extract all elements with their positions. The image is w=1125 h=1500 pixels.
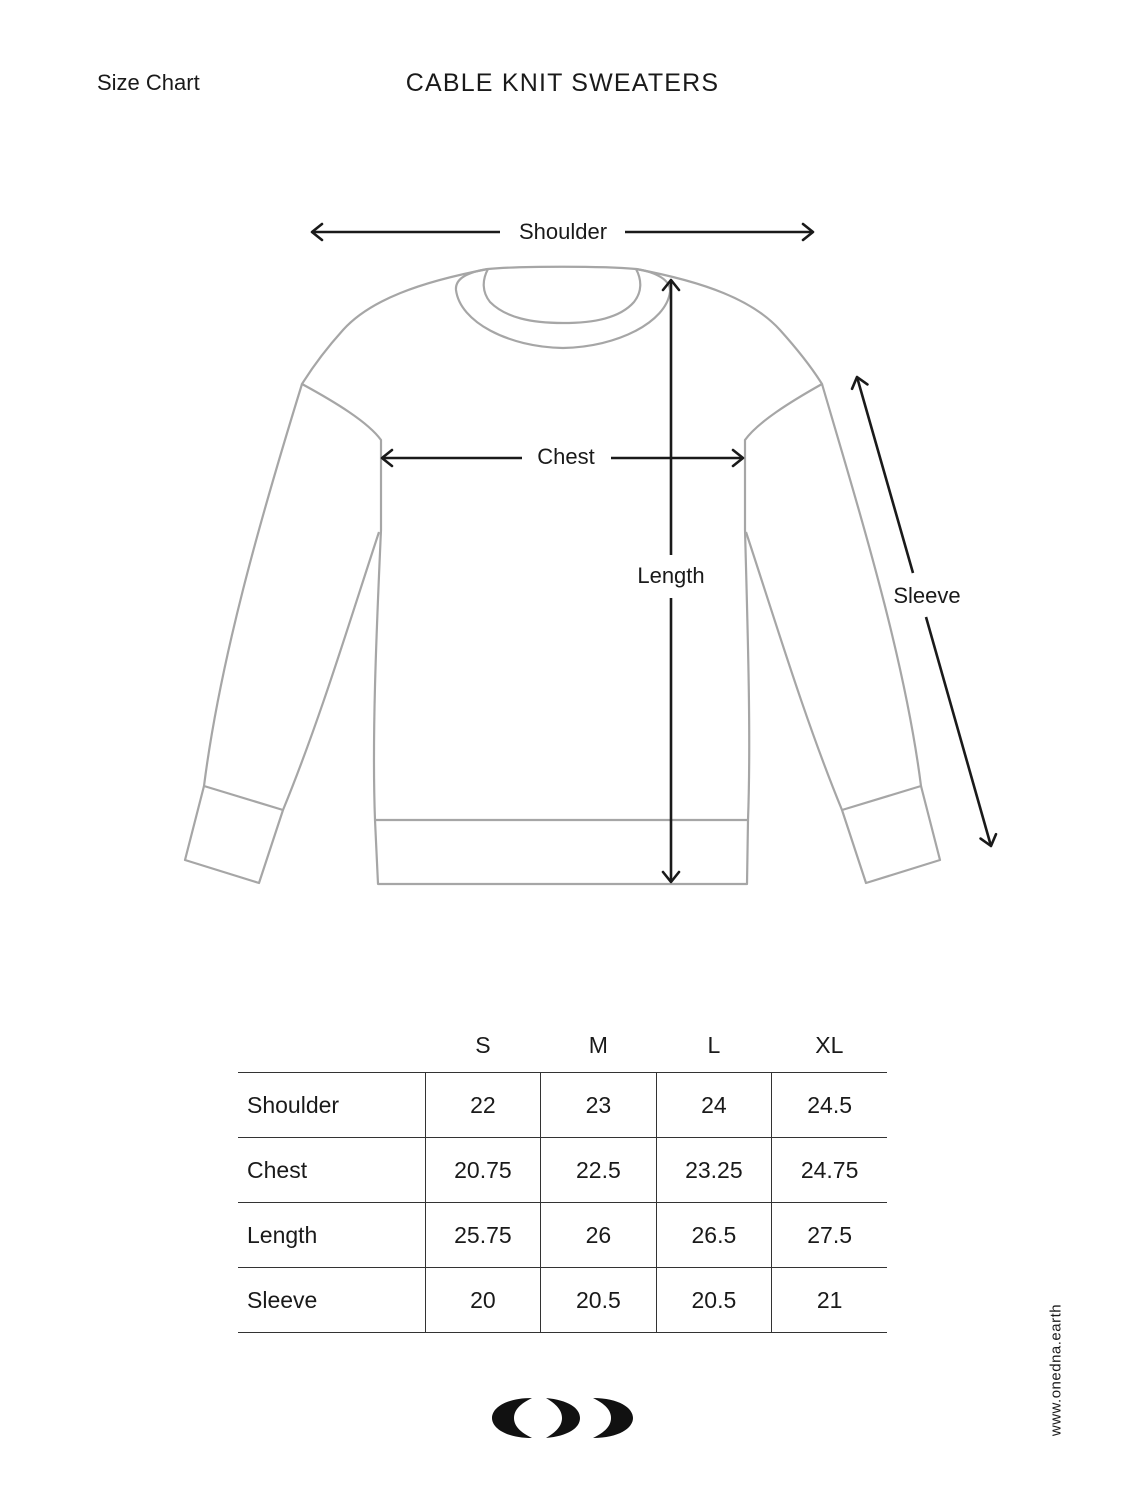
size-column-header: XL: [815, 1031, 844, 1058]
table-cell: 24: [656, 1073, 772, 1138]
size-chart-label: Size Chart: [97, 70, 200, 95]
table-cell: 20.75: [425, 1138, 541, 1203]
row-label: Chest: [238, 1138, 425, 1203]
table-cell: 20.5: [541, 1268, 656, 1333]
collar-inner: [484, 269, 641, 323]
table-cell: 22: [425, 1073, 541, 1138]
row-label: Sleeve: [238, 1268, 425, 1333]
table-cell: 24.5: [772, 1073, 887, 1138]
corner-cell: [238, 1018, 425, 1073]
table-cell: 20.5: [656, 1268, 772, 1333]
size-table: [238, 1018, 887, 1333]
table-cell: 23: [541, 1073, 656, 1138]
table-row: [238, 1073, 887, 1138]
table-cell: 22.5: [541, 1138, 656, 1203]
table-cell: 21: [772, 1268, 887, 1333]
right-cuff: [842, 786, 940, 883]
chest-label: Chest: [533, 444, 598, 470]
left-cuff: [185, 786, 283, 883]
row-label: Shoulder: [238, 1073, 425, 1138]
table-row: [238, 1203, 887, 1268]
table-cell: 20: [425, 1268, 541, 1333]
collar-top: [488, 267, 636, 269]
sweater-outline: [185, 267, 940, 884]
measurement-arrows: [312, 232, 991, 882]
page-title: CABLE KNIT SWEATERS: [405, 69, 720, 97]
table-cell: 25.75: [425, 1203, 541, 1268]
length-label: Length: [633, 563, 708, 589]
size-header-row: [238, 1018, 887, 1073]
waistband: [375, 820, 748, 884]
table-cell: 23.25: [656, 1138, 772, 1203]
table-cell: 27.5: [772, 1203, 887, 1268]
website-url: www.onedna.earth: [1047, 1303, 1065, 1437]
sleeve-arrow-bottom: [926, 617, 991, 846]
table-cell: 26: [541, 1203, 656, 1268]
collar-outer: [456, 269, 670, 348]
brand-logo-icon: [490, 1396, 635, 1440]
size-column-header: M: [588, 1031, 608, 1058]
row-label: Length: [238, 1203, 425, 1268]
table-cell: 26.5: [656, 1203, 772, 1268]
sleeve-label: Sleeve: [889, 583, 964, 609]
size-column-header: L: [707, 1031, 721, 1058]
table-row: [238, 1268, 887, 1333]
shoulder-label: Shoulder: [515, 219, 611, 245]
size-column-header: S: [475, 1031, 491, 1058]
sleeve-arrow-top: [857, 377, 913, 573]
left-sleeve: [204, 384, 379, 810]
body-outline: [302, 269, 822, 820]
table-cell: 24.75: [772, 1138, 887, 1203]
table-row: [238, 1138, 887, 1203]
